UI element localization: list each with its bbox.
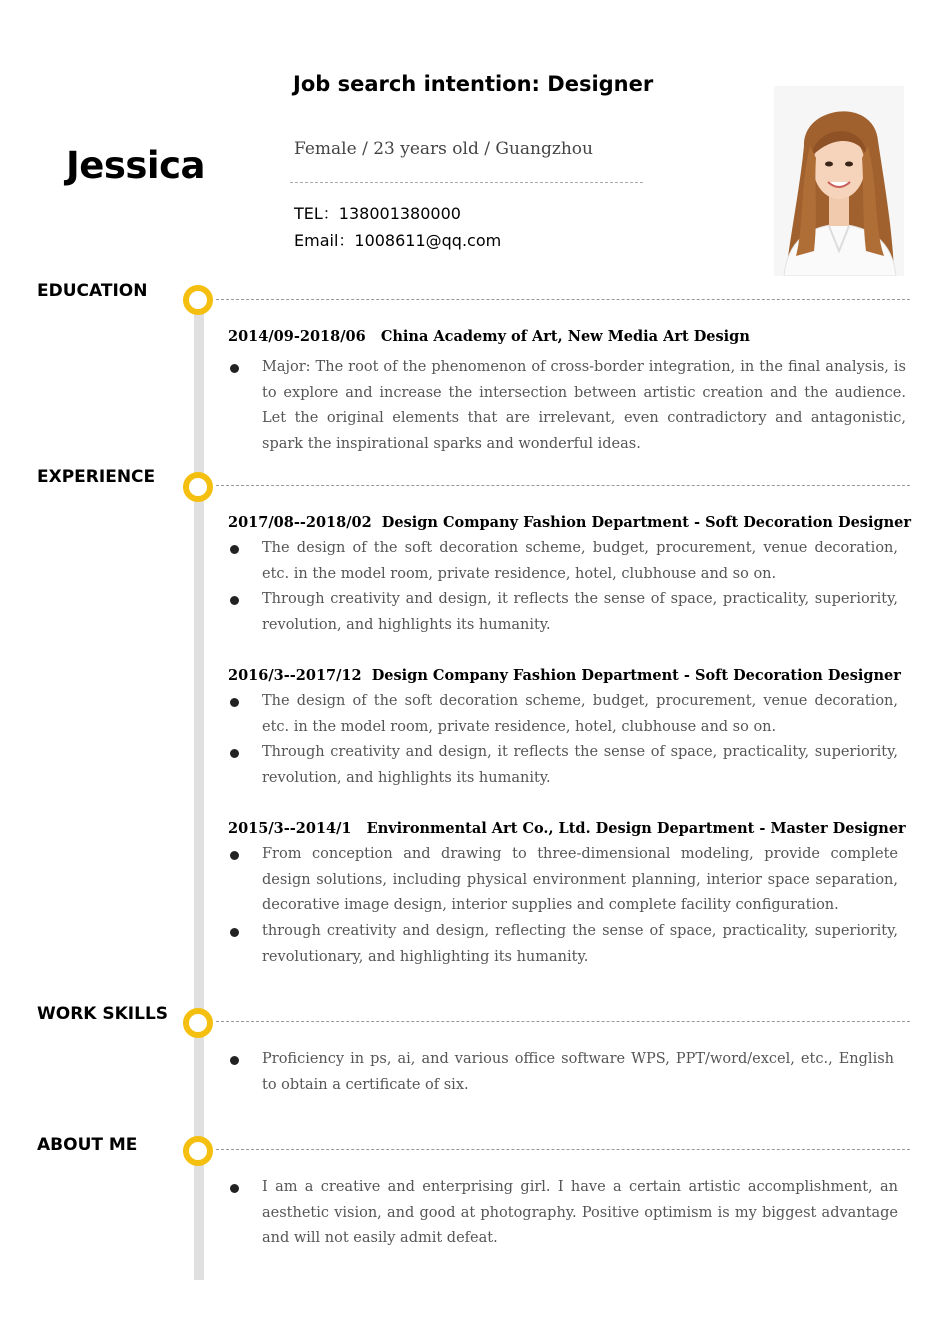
bullet-text: through creativity and design, reflecting the sense of space, practicality, superiority, revolutionary, and highlighting its humanity.: [262, 923, 898, 965]
bullet-icon: [230, 749, 239, 758]
list-item: [228, 1175, 898, 1252]
bullet-text: From conception and drawing to three-dimensional modeling, provide complete design solutions, including physical environment planning, interior space separation, decorative image design, interior supplies and complete facility configuration.: [262, 846, 898, 913]
experience-entry-heading: 2015/3--2014/1 Environmental Art Co., Ltd. Design Department - Master Designer: [228, 820, 906, 837]
list-item: [228, 740, 898, 791]
email-address: Email：1008611@qq.com: [294, 231, 502, 250]
header-divider: [290, 182, 643, 183]
section-title-about-me: ABOUT ME: [37, 1135, 138, 1155]
section-title-education: EDUCATION: [37, 281, 148, 301]
bullet-icon: [230, 698, 239, 707]
bullet-text: The design of the soft decoration scheme, budget, procurement, venue decoration, etc. in the model room, private residence, hotel, clubhouse and so on.: [262, 693, 898, 735]
education-entry-heading: 2014/09-2018/06 China Academy of Art, New Media Art Design: [228, 328, 750, 345]
bullet-text: Through creativity and design, it reflects the sense of space, practicality, superiority, revolution, and highlights its humanity.: [262, 591, 898, 633]
bullet-text: Proficiency in ps, ai, and various office software WPS, PPT/word/excel, etc., English to obtain a certificate of six.: [262, 1051, 894, 1093]
bullet-icon: [230, 851, 239, 860]
candidate-name: Jessica: [66, 144, 205, 187]
portrait-photo-icon: [774, 86, 904, 276]
timeline-node-icon: [183, 1008, 213, 1038]
list-item: [228, 355, 906, 457]
phone-number: TEL：138001380000: [294, 204, 461, 223]
section-divider: [216, 485, 910, 486]
bullet-icon: [230, 545, 239, 554]
list-item: [228, 689, 898, 740]
section-divider: [216, 1021, 910, 1022]
section-title-experience: EXPERIENCE: [37, 467, 156, 487]
bullet-icon: [230, 1056, 239, 1065]
timeline-node-icon: [183, 1136, 213, 1166]
experience-entry-heading: 2016/3--2017/12 Design Company Fashion Department - Soft Decoration Designer: [228, 667, 901, 684]
job-intention: Job search intention: Designer: [293, 72, 654, 96]
bullet-text: I am a creative and enterprising girl. I have a certain artistic accomplishment, an aesthetic vision, and good at photography. Positive optimism is my biggest advantage and will not easily admit defeat.: [262, 1179, 898, 1246]
bullet-text: Major: The root of the phenomenon of cross-border integration, in the final analysis, is to explore and increase the intersection between artistic creation and the audience. Let the original elements that are irrelevant, even contradictory and antagonistic, spark the inspirational sparks and wonderful ideas.: [262, 359, 906, 452]
section-divider: [216, 1149, 910, 1150]
section-title-work-skills: WORK SKILLS: [37, 1004, 169, 1024]
timeline-node-icon: [183, 472, 213, 502]
section-divider: [216, 299, 910, 300]
list-item: [228, 1047, 894, 1098]
personal-info: Female / 23 years old / Guangzhou: [294, 139, 593, 159]
bullet-text: Through creativity and design, it reflects the sense of space, practicality, superiority, revolution, and highlights its humanity.: [262, 744, 898, 786]
list-item: [228, 587, 898, 638]
bullet-icon: [230, 596, 239, 605]
bullet-icon: [230, 364, 239, 373]
list-item: [228, 536, 898, 587]
list-item: [228, 842, 898, 919]
bullet-text: The design of the soft decoration scheme, budget, procurement, venue decoration, etc. in the model room, private residence, hotel, clubhouse and so on.: [262, 540, 898, 582]
list-item: [228, 919, 898, 970]
experience-entry-heading: 2017/08--2018/02 Design Company Fashion Department - Soft Decoration Designer: [228, 514, 912, 531]
bullet-icon: [230, 928, 239, 937]
timeline-node-icon: [183, 285, 213, 315]
timeline-bar: [194, 296, 204, 1280]
bullet-icon: [230, 1184, 239, 1193]
